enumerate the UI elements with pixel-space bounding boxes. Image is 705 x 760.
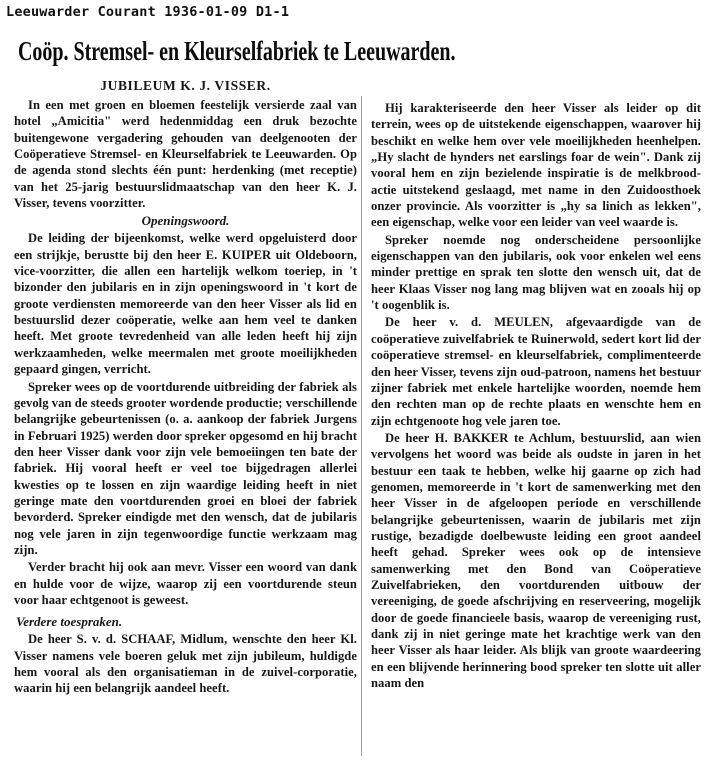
paragraph-opening-3: Verder bracht hij ook aan mevr. Visser een woord van dank en hulde voor de wijze, waarop zij een voortdurende steun voor haar echtgenoot is geweest. [14, 560, 357, 607]
paragraph-opening-2: Spreker wees op de voortdurende uitbreiding der fabriek als gevolg van de steeds grooter wordende productie; verschillende belangrijke gebeurtenissen (o. a. aankoop der fabriek Jurgens in Februari 1925) werden door spreker opgesomd en hij bracht den heer Visser dank voor zijn vele bemoeiingen ten bate der fabriek. Hij vooral heeft er veel toe bijgedragen allerlei kwesties op te lossen en zijn waardige leiding heeft in niet geringe mate den voortdurenden groei en bloei der fabriek bevorderd. Spreker eindigde met den wensch, dat de jubilaris nog vele jaren in zijn tegenwoordige functie werkzaam mag zijn. [14, 379, 357, 557]
paragraph-right-2: Spreker noemde nog onderscheidene persoonlijke eigenschappen van den jubilaris, ook voor enkelen wel eens minder prettige en sprak ten slotte den wensch uit, dat de heer Klaas Visser nog lang mag blijven wat en zooals hij op 't oogenblik is. [371, 232, 701, 313]
right-column [371, 100, 701, 760]
column-divider [361, 96, 362, 756]
section-heading-speeches: Verdere toespraken. [16, 614, 123, 630]
article-subheading: JUBILEUM K. J. VISSER. [100, 78, 271, 93]
paragraph-right-3: De heer v. d. MEULEN, afgevaardigde van de coöperatieve zuivelfabriek te Ruinerwold, sedert kort lid der coöperatieve stremsel- en kleurselfabriek, complimenteerde den heer Visser, tevens zijn oud-patroon, namens het bestuur zijner fabriek met enkele hartelijke woorden, noemde hem den rechten man op de rechte plaats en wenschte hem en zijn echtgenoote hog vele jaren toe. [371, 315, 701, 428]
paragraph-speeches-1: De heer S. v. d. SCHAAF, Midlum, wenschte den heer Kl. Visser namens vele boeren geluk met zijn jubileum, huldigde hem vooral als den organisatieman in de zuivel-corporatie, waarin hij een belangrijk aandeel heeft. [14, 632, 357, 696]
paragraph-right-1: Hij karakteriseerde den heer Visser als leider op dit terrein, wees op de uitstekende eigenschappen, waarover hij beschikt en welke hem over vele moeilijkheden heenhelpen. „Hy slacht de hynders net earslings foar de wein". Dank zij vooral hem en zijn bezielende inspiratie is de melkbrood-actie uitstekend geslaagd, met name in den Zuidoosthoek onzer provincie. Als voorzitter is „hy sa linich as lekken", een eigenschap, welke voor een leider van veel waarde is. [371, 101, 701, 230]
section-heading-opening: Openingswoord. [141, 213, 230, 229]
left-column [14, 78, 357, 760]
newspaper-source-line: Leeuwarder Courant 1936-01-09 D1-1 [6, 4, 290, 20]
paragraph-opening-1: De leiding der bijeenkomst, welke werd opgeluisterd door een strijkje, berustte bij den heer E. KUIPER uit Oldeboorn, vice-voorzitter, die allen een hartelijk welkom toeriep, in 't bizonder den jubilaris en in zijn openingswoord in 't kort de groote verdiensten memoreerde van den heer Visser als lid en bestuurslid dezer coöperatie, welke aan hem veel te danken heeft. Met groote tevredenheid van alle leden heeft hij zijn werkzaamheden, welke meermalen met groote moeilijkheden gepaard gingen, verricht. [14, 231, 357, 377]
paragraph-right-4: De heer H. BAKKER te Achlum, bestuurslid, aan wien vervolgens het woord was beide als oudste in jaren in het bestuur een taak te hebben, welke hij gaarne op zich had genomen, memoreerde in 't kort de samenwerking met den heer Visser in de afgeloopen periode en verschillende belangrijke gebeurtenissen, waarin de jubilaris met zijn rustige, bezadigde doelbewuste leiding een groot aandeel heeft gehad. Spreker wees ook op de intensieve samenwerking met den Bond van Coöperatieve Zuivelfabrieken, den voortdurenden uitbouw der vereeniging, de goede afschrijving en reserveering, mogelijk door de goede financieele basis, waarop de vereeniging rust, dank zij in niet geringe mate het krachtige werk van den heer Visser als haar leider. Als blijk van groote waardeering en een blijvende herinnering bood spreker ten slotte uit aller naam den [371, 430, 701, 691]
intro-paragraph: In een met groen en bloemen feestelijk versierde zaal van hotel „Amicitia" werd hedenmiddag een druk bezochte buitengewone vergadering gehouden van deelgenooten der Coöperatieve Stremsel- en Kleurselfabriek te Leeuwarden. Op de agenda stond slechts één punt: herdenking (met receptie) van het 25-jarig bestuurslidmaatschap van den heer K. J. Visser, tevens voorzitter. [14, 98, 357, 211]
article-headline: Coöp. Stremsel- en Kleurselfabriek te Leeuwarden. [18, 36, 456, 66]
